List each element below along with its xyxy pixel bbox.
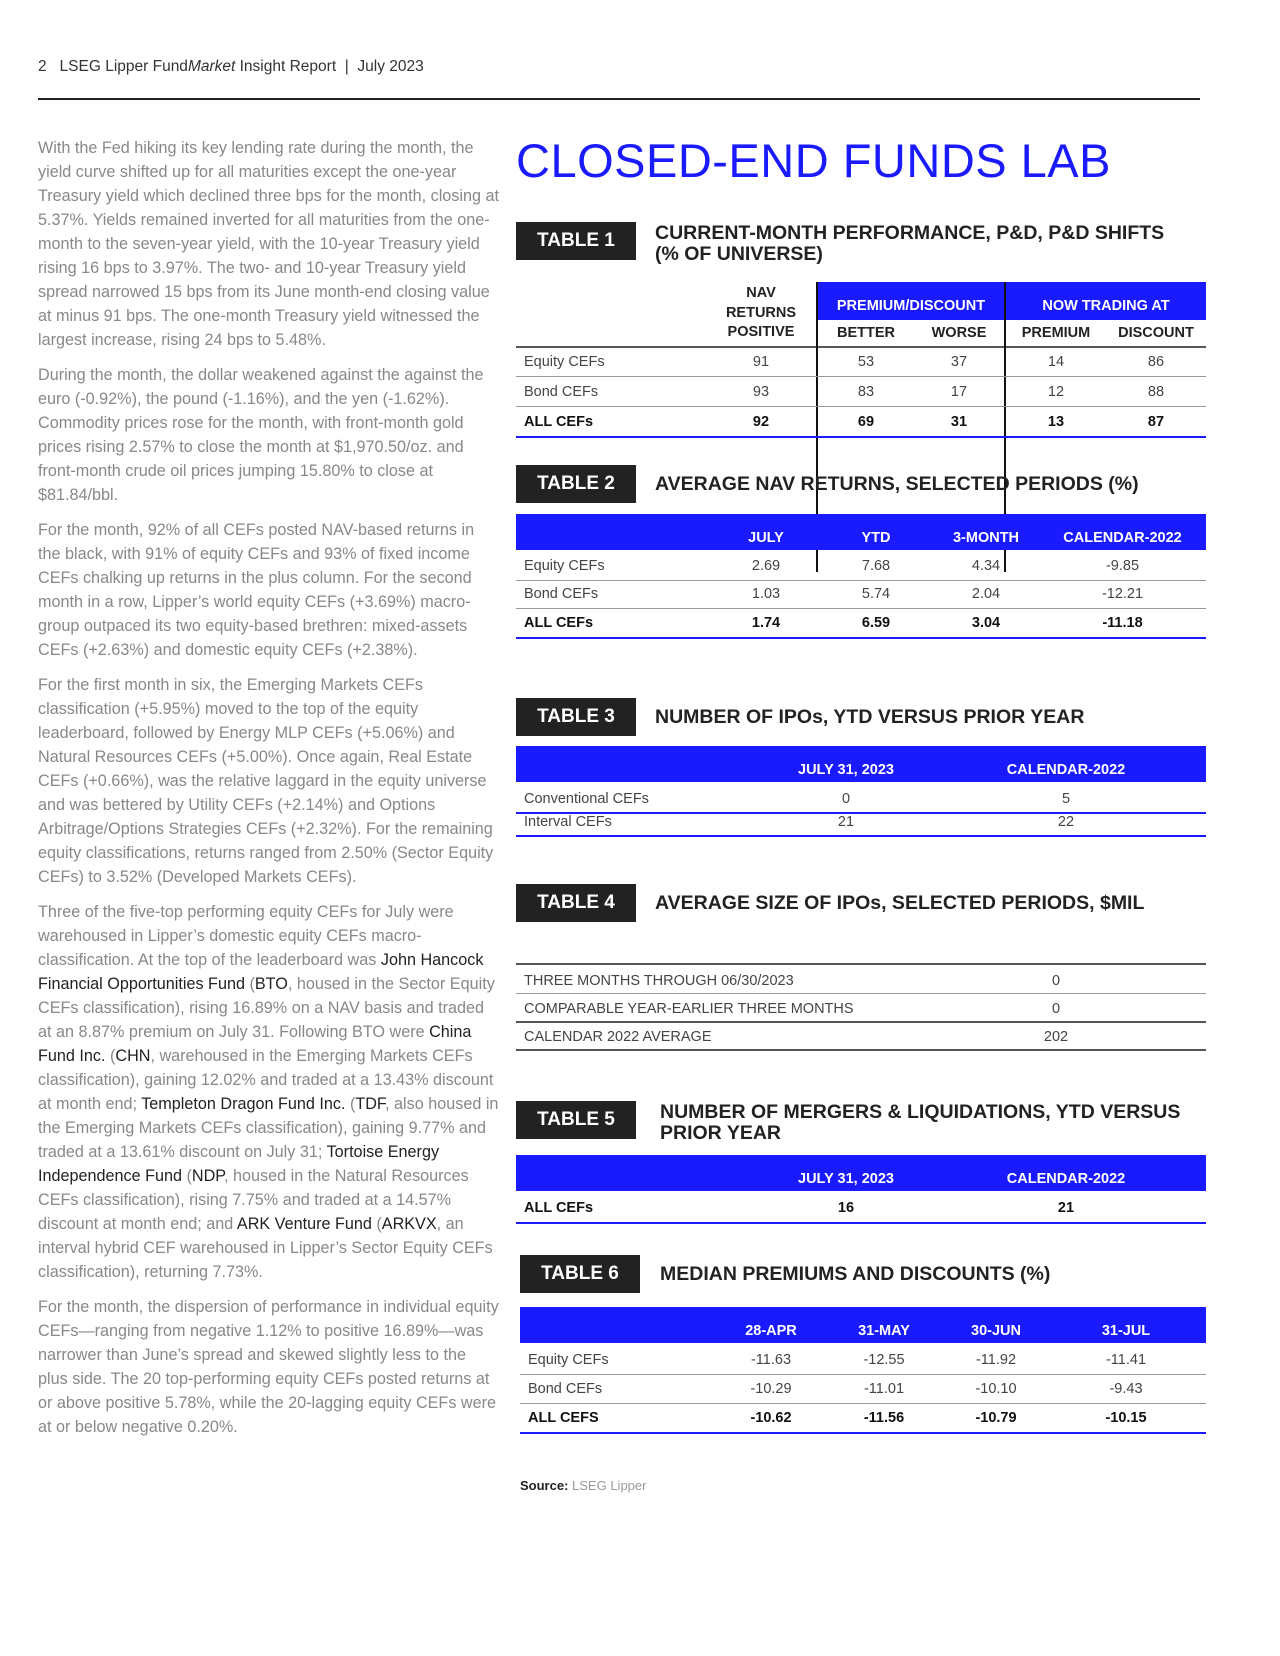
table4-bottom-rule — [516, 1049, 1206, 1051]
article-paragraph: During the month, the dollar weakened against the against the euro (-0.92%), the pound (-1.16%), and the yen (-1.62%). Commodity prices rose for the month, with front-month gold prices rising 2.57% to close the month at $1,970.50/oz. and front-month crude oil prices jumping 15.80% to close at $81.84/bbl. — [38, 366, 484, 504]
table-cell: 5.74 — [861, 586, 891, 602]
table-cell: 87 — [1147, 414, 1165, 430]
table-cell: -10.10 — [975, 1381, 1017, 1397]
article-paragraph: For the first month in six, the Emerging Markets CEFs classification (+5.95%) moved to the top of the equity leaderboard, followed by Energy MLP CEFs (+5.06%) and Natural Resources CEFs (+5.00%). Once again, Real Estate CEFs (+0.66%), was the relative laggard in the equity universe and was bettered by Utility CEFs (+2.14%) and Options Arbitrage/Options Strategies CEFs (+2.32%). For the remaining equity classifications, returns ranged from 2.50% (Sector Equity CEFs) to 3.52% (Developed Markets CEFs). — [38, 676, 494, 886]
table-cell: 88 — [1147, 384, 1165, 400]
table-cell: -11.01 — [863, 1381, 905, 1397]
table-row — [516, 1029, 1206, 1049]
table-row — [516, 791, 1206, 811]
table-cell: -10.62 — [750, 1410, 792, 1426]
table3-column-header: CALENDAR-2022 — [1006, 762, 1126, 778]
table-row — [516, 814, 1206, 834]
table-cell: 93 — [752, 384, 770, 400]
table6-column-header: 31-JUL — [1101, 1323, 1151, 1339]
table-cell: -12.21 — [1101, 586, 1144, 602]
row-label: Equity CEFs — [524, 354, 605, 370]
table-cell: -11.92 — [975, 1352, 1017, 1368]
text-run: ( — [244, 975, 255, 993]
table-row — [516, 586, 1206, 606]
table-row — [520, 1410, 1210, 1430]
row-label: Equity CEFs — [528, 1352, 609, 1368]
table-cell: 17 — [950, 384, 968, 400]
table1-sub-premium: PREMIUM — [1021, 325, 1091, 341]
table6-column-header: 31-MAY — [858, 1323, 910, 1339]
page-number: 2 — [38, 58, 47, 75]
table-cell: 86 — [1147, 354, 1165, 370]
table1-nav-header — [716, 284, 806, 343]
table-cell: 7.68 — [861, 558, 891, 574]
table5-title-line: NUMBER OF MERGERS & LIQUIDATIONS, YTD VERSUS — [660, 1101, 1181, 1123]
table1-title-line: (% OF UNIVERSE) — [655, 243, 823, 265]
lab-title: CLOSED-END FUNDS LAB — [516, 134, 1111, 187]
table5-heading — [516, 1101, 1180, 1144]
table-row — [516, 973, 1206, 993]
row-label: COMPARABLE YEAR-EARLIER THREE MONTHS — [524, 1001, 854, 1017]
table1-group-now-trading: NOW TRADING AT — [1006, 282, 1206, 320]
table-cell: 53 — [857, 354, 875, 370]
header-rule — [38, 98, 1200, 100]
table-cell: 14 — [1047, 354, 1065, 370]
table1-header-rule — [516, 346, 1206, 348]
table1-title — [655, 222, 1164, 265]
table-cell: 21 — [837, 814, 855, 830]
table1-sub-discount: DISCOUNT — [1118, 325, 1194, 341]
table4-title: AVERAGE SIZE OF IPOs, SELECTED PERIODS, $MIL — [655, 892, 1145, 914]
article-paragraph — [38, 900, 500, 1284]
publication-date: July 2023 — [357, 58, 424, 75]
table1-group-premium-discount: PREMIUM/DISCOUNT — [818, 282, 1004, 320]
fund-ticker: BTO — [254, 975, 288, 993]
table6-heading — [520, 1255, 1050, 1293]
table6-column-header: 28-APR — [745, 1323, 797, 1339]
page-header — [38, 58, 424, 76]
table4-top-rule — [516, 963, 1206, 965]
table-cell: 0 — [1051, 973, 1061, 989]
table-cell: 1.74 — [751, 615, 781, 631]
text-run: , warehoused in the Emerging Markets CEFs classification), gaining 12.02% and traded at a 13.43% discount at month end; — [38, 1047, 494, 1113]
table-cell: 91 — [752, 354, 770, 370]
table5-title-line: PRIOR YEAR — [660, 1122, 781, 1144]
table6-bottom-rule — [520, 1432, 1206, 1434]
table3-column-header: JULY 31, 2023 — [798, 762, 894, 778]
row-label: Interval CEFs — [524, 814, 612, 830]
table-cell: -11.63 — [750, 1352, 792, 1368]
header-line: NAV — [746, 285, 776, 301]
row-label: CALENDAR 2022 AVERAGE — [524, 1029, 712, 1045]
table-cell: 31 — [950, 414, 968, 430]
table3-tag: TABLE 3 — [516, 698, 636, 736]
table-row — [520, 1352, 1210, 1372]
table-row — [516, 414, 1206, 434]
fund-name: ARK Venture Fund — [236, 1215, 372, 1233]
table-cell: -10.15 — [1105, 1410, 1147, 1426]
header-line: RETURNS — [725, 304, 797, 321]
source-value: LSEG Lipper — [572, 1478, 647, 1493]
table-cell: -11.18 — [1102, 615, 1143, 631]
table5-title — [660, 1101, 1180, 1144]
article-paragraph: With the Fed hiking its key lending rate during the month, the yield curve shifted up for all maturities except the one-year Treasury yield which declined three bps for the month, closing at 5.37%. Yields remained inverted for all maturities from the one-month to the seven-year yield, with the 10-year Treasury yield rising 16 bps to 3.97%. The two- and 10-year Treasury yield spread narrowed 15 bps from its June month-end closing value at minus 91 bps. The one-month Treasury yield witnessed the largest increase, rising 24 bps to 5.48%. — [38, 139, 499, 349]
row-label: Bond CEFs — [524, 384, 599, 400]
table2-tag: TABLE 2 — [516, 465, 636, 503]
text-run: , an interval hybrid CEF warehoused in Lipper’s Sector Equity CEFs classification), returning 7.73%. — [38, 1215, 493, 1281]
table-cell: 1.03 — [751, 586, 781, 602]
table-cell: -9.43 — [1109, 1381, 1143, 1397]
row-label: ALL CEFS — [528, 1410, 599, 1426]
table-cell: -9.85 — [1105, 558, 1140, 574]
table-row — [520, 1381, 1210, 1401]
fund-ticker: TDF — [355, 1095, 386, 1113]
table-cell: 202 — [1043, 1029, 1069, 1045]
table5-tag: TABLE 5 — [516, 1101, 636, 1139]
table-row — [516, 384, 1206, 404]
table4-heading — [516, 884, 1144, 922]
table1-tag: TABLE 1 — [516, 222, 636, 260]
row-rule — [516, 580, 1206, 581]
text-run: , housed in the Sector Equity CEFs classification), rising 16.89% on a NAV basis and traded at an 8.87% premium on July 31. Following BTO were — [38, 975, 495, 1041]
article-paragraph: For the month, 92% of all CEFs posted NAV-based returns in the black, with 91% of equity CEFs and 93% of fixed income CEFs chalking up returns in the plus column. For the second month in a row, Lipper’s world equity CEFs (+3.69%) macro-group outpaced its two equity-based brethren: mixed-assets CEFs (+2.63%) and domestic equity CEFs (+2.38%). — [38, 521, 475, 659]
table3-bottom-rule — [516, 835, 1206, 837]
table-cell: 0 — [841, 791, 851, 807]
table-cell: 2.69 — [751, 558, 781, 574]
text-run: ( — [345, 1095, 356, 1113]
fund-ticker: ARKVX — [381, 1215, 437, 1233]
table-cell: -11.41 — [1105, 1352, 1147, 1368]
row-label: Bond CEFs — [524, 586, 599, 602]
text-run: ( — [105, 1047, 116, 1065]
cef-lab — [516, 132, 1206, 1493]
table-cell: 2.04 — [971, 586, 1001, 602]
article-body — [38, 136, 500, 1450]
table-row — [516, 558, 1206, 578]
table2-column-header: 3-MONTH — [952, 530, 1020, 546]
publication-name-prefix: LSEG Lipper Fund — [59, 58, 188, 75]
table5-bottom-rule — [516, 1222, 1206, 1224]
table-cell: -10.79 — [975, 1410, 1017, 1426]
table-cell: -11.56 — [863, 1410, 905, 1426]
publication-name-suffix: Insight Report — [239, 58, 337, 75]
fund-ticker: CHN — [115, 1047, 151, 1065]
row-label: Conventional CEFs — [524, 791, 649, 807]
table4-tag: TABLE 4 — [516, 884, 636, 922]
table6-title: MEDIAN PREMIUMS AND DISCOUNTS (%) — [660, 1263, 1051, 1285]
text-run: , housed in the Natural Resources CEFs classification), rising 7.75% and traded at a 14.57% discount at month end; and — [38, 1167, 469, 1233]
source-note — [520, 1478, 646, 1493]
fund-ticker: NDP — [191, 1167, 224, 1185]
table-cell: 0 — [1051, 1001, 1061, 1017]
row-rule — [520, 1374, 1206, 1375]
source-label: Source: — [520, 1478, 569, 1493]
publication-name-italic: Market — [187, 58, 236, 75]
table5-column-header: CALENDAR-2022 — [1006, 1171, 1126, 1187]
table-cell: 83 — [857, 384, 875, 400]
row-label: Equity CEFs — [524, 558, 605, 574]
row-label: ALL CEFs — [524, 615, 594, 631]
table1-bottom-rule — [516, 436, 1206, 438]
table-row — [516, 615, 1206, 635]
table1-heading — [516, 222, 1164, 265]
table-cell: 12 — [1047, 384, 1065, 400]
row-label: Bond CEFs — [528, 1381, 603, 1397]
fund-name: China Fund Inc. — [38, 1023, 472, 1065]
table3-title: NUMBER OF IPOs, YTD VERSUS PRIOR YEAR — [655, 706, 1085, 728]
table-cell: 3.04 — [971, 615, 1001, 631]
table2-heading — [516, 465, 1139, 503]
row-rule — [520, 1403, 1206, 1404]
text-run: ( — [371, 1215, 382, 1233]
table6-column-header: 30-JUN — [971, 1323, 1021, 1339]
table2-column-header: CALENDAR-2022 — [1063, 530, 1182, 546]
table1-title-line: CURRENT-MONTH PERFORMANCE, P&D, P&D SHIFTS — [655, 222, 1165, 244]
table-cell: 5 — [1061, 791, 1071, 807]
text-run: Three of the five-top performing equity CEFs for July were warehoused in Lipper’s domestic equity CEFs macro-classification. At the top of the leaderboard was — [38, 903, 454, 969]
table2-column-header: YTD — [861, 530, 891, 546]
table2-bottom-rule — [516, 637, 1206, 639]
table-row — [516, 354, 1206, 374]
table-cell: 6.59 — [861, 615, 891, 631]
row-rule — [516, 608, 1206, 609]
header-separator: | — [344, 58, 349, 75]
table-cell: 69 — [857, 414, 875, 430]
row-label: ALL CEFs — [524, 1200, 594, 1216]
row-rule — [516, 376, 1206, 377]
table1-sub-better: BETTER — [837, 325, 895, 341]
table3-heading — [516, 698, 1084, 736]
table5-column-header: JULY 31, 2023 — [798, 1171, 894, 1187]
row-label: THREE MONTHS THROUGH 06/30/2023 — [524, 973, 794, 989]
table-cell: 92 — [752, 414, 770, 430]
header-line: POSITIVE — [727, 324, 795, 340]
table1-sub-worse: WORSE — [931, 325, 987, 341]
row-rule — [516, 1021, 1206, 1023]
table2-title: AVERAGE NAV RETURNS, SELECTED PERIODS (%) — [655, 473, 1139, 495]
table-cell: 37 — [950, 354, 968, 370]
table-cell: 22 — [1057, 814, 1075, 830]
article-paragraph: For the month, the dispersion of performance in individual equity CEFs—ranging from negative 1.12% to positive 16.89%—was narrower than June’s spread and skewed slightly less to the plus side. The 20 top-performing equity CEFs posted returns at or above positive 5.78%, while the 20-lagging equity CEFs were at or below negative 0.20%. — [38, 1298, 499, 1436]
row-rule — [516, 993, 1206, 994]
table-cell: -10.29 — [750, 1381, 792, 1397]
row-rule — [516, 406, 1206, 407]
fund-name: Tortoise Energy Independence Fund — [38, 1143, 440, 1185]
row-label: ALL CEFs — [524, 414, 594, 430]
fund-name: Templeton Dragon Fund Inc. — [141, 1095, 346, 1113]
table-cell: 21 — [1057, 1200, 1075, 1216]
table2-column-header: JULY — [748, 530, 784, 546]
table-cell: 4.34 — [971, 558, 1001, 574]
table-cell: 16 — [837, 1200, 855, 1216]
table6-tag: TABLE 6 — [520, 1255, 640, 1293]
table-cell: 13 — [1047, 414, 1065, 430]
table-row — [516, 1001, 1206, 1021]
text-run: ( — [182, 1167, 192, 1185]
table-row — [516, 1200, 1206, 1220]
text-run: , also housed in the Emerging Markets CEFs classification), gaining 9.77% and traded at a 13.61% discount on July 31; — [38, 1095, 499, 1161]
table-cell: -12.55 — [863, 1352, 905, 1368]
fund-name: John Hancock Financial Opportunities Fund — [38, 951, 484, 993]
